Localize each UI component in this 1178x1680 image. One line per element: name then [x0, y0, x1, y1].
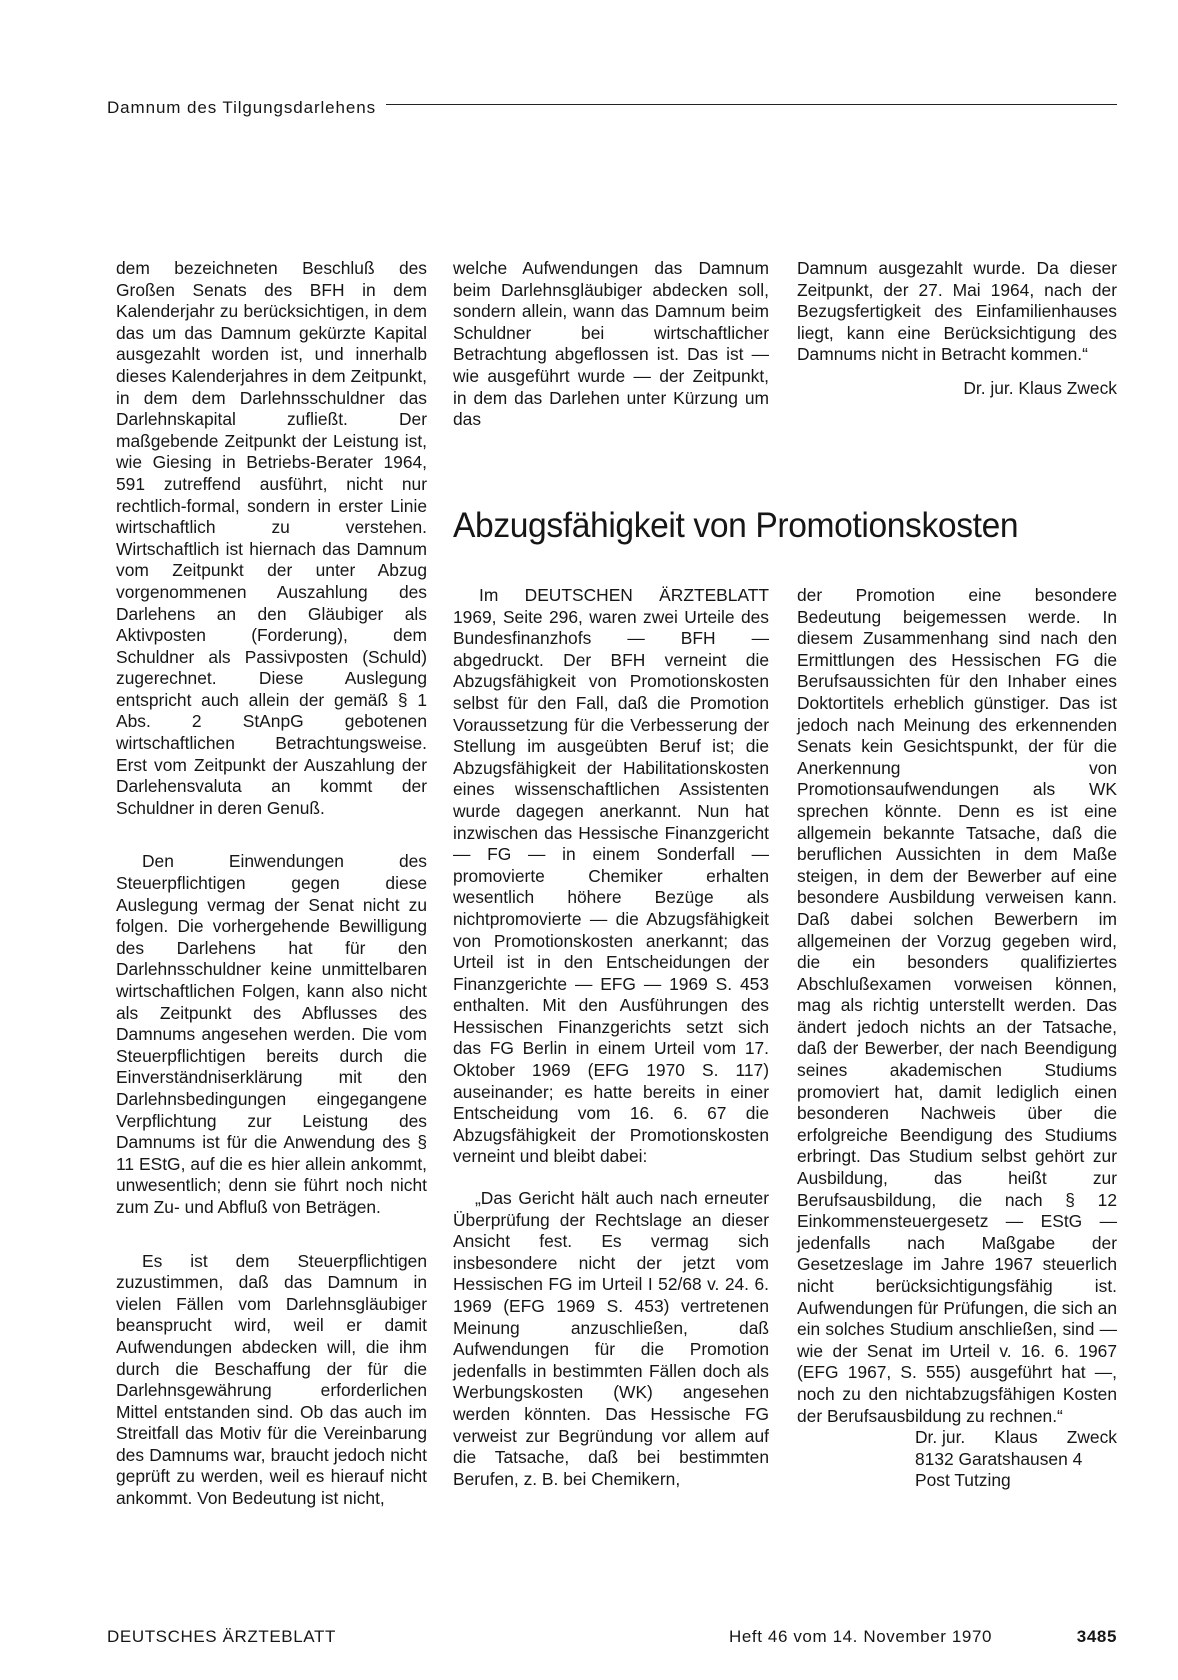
article1-paragraph-3: Es ist dem Steuerpflichtigen zuzustimmen, daß das Damnum in vielen Fällen vom Darlehnsgläubiger beansprucht wird, weil er damit Aufwendungen abdecken will, die ihm durch die Beschaffung der für die Darlehnsgewährung erforderlichen Mittel entstanden sind. Ob das auch im Streitfall das Motiv für die Vereinbarung des Damnums war, braucht jedoch nicht geprüft zu werden, weil es hierauf nicht ankommt. Von Bedeutung ist nicht, — [116, 1250, 427, 1509]
signature-address-line-1: 8132 Garatshausen 4 — [915, 1448, 1083, 1469]
article2-signature-name — [915, 1427, 1117, 1449]
footer-issue-info: Heft 46 vom 14. November 1970 — [729, 1627, 993, 1646]
signature-first-name: Klaus — [994, 1427, 1038, 1448]
article1-paragraph-5: Damnum ausgezahlt wurde. Da dieser Zeitpunkt, der 27. Mai 1964, nach der Bezugsfertigkeit des Einfamilienhauses liegt, kann eine Berücksichtigung des Damnums nicht in Betracht kommen.“ — [797, 258, 1117, 365]
running-head — [107, 98, 1117, 118]
article1-signature: Dr. jur. Klaus Zweck — [963, 377, 1117, 398]
article1-column-3 — [797, 258, 1117, 400]
article1-paragraph-4: welche Aufwendungen das Damnum beim Darlehnsgläubiger abdecken soll, sondern allein, wann das Damnum beim Schuldner bei wirtschaftlicher Betrachtung abgeflossen ist. Das ist — wie ausgeführt wurde — der Zeitpunkt, in dem das Darlehen unter Kürzung um das — [453, 258, 769, 430]
footer-journal-name: DEUTSCHES ÄRZTEBLATT — [107, 1627, 336, 1646]
article2-paragraph-2: der Promotion eine besondere Bedeutung beigemessen werde. In diesem Zusammenhang sind nach den Ermittlungen des Hessischen FG die Berufsaussichten für den Inhaber eines Doktortitels erheblich günstiger. Das ist jedoch nach Meinung des erkennenden Senats kein Gesichtspunkt, der für die Anerkennung von Promotionsaufwendungen als WK sprechen könnte. Denn es ist eine allgemein bekannte Tatsache, daß die beruflichen Aussichten in dem Maße steigen, in dem der Bewerber auf eine besondere Ausbildung verweisen kann. Daß dabei solchen Bewerbern im allgemeinen der Vorzug gegeben wird, die ein besonders qualifiziertes Abschlußexamen vorweisen können, mag als richtig unterstellt werden. Das ändert jedoch nichts an der Tatsache, daß der Bewerber, der nach Beendigung seines akademischen Studiums promoviert hat, damit lediglich einen besonderen Nachweis über die erfolgreiche Beendigung des Studiums erbringt. Das Studium selbst gehört zur Ausbildung, das heißt zur Berufsausbildung, die nach § 12 Einkommensteuergesetz — EStG — jedenfalls nach Maßgabe der Gesetzeslage im Jahre 1967 steuerlich nicht berücksichtigungsfähig ist. Aufwendungen für Prüfungen, die sich an ein solches Studium anschließen, sind — wie der Senat im Urteil v. 16. 6. 1967 (EFG 1967, S. 555) ausgeführt hat —, noch zu den nichtabzugsfähigen Kosten der Berufsausbildung zu rechnen.“ — [797, 585, 1117, 1426]
signature-address-line-2: Post Tutzing — [915, 1470, 1011, 1491]
article1-paragraph-1: dem bezeichneten Beschluß des Großen Senats des BFH in dem Kalenderjahr zu berücksichtigen, in dem das um das Damnum gekürzte Kapital ausgezahlt worden ist, und innerhalb dieses Kalenderjahres in dem Zeitpunkt, in dem dem Darlehnsschuldner das Darlehnskapital zufließt. Der maßgebende Zeitpunkt der Leistung ist, wie Giesing in Betriebs-Berater 1964, 591 zutreffend ausführt, nicht nur rechtlich-formal, sondern in erster Linie wirtschaftlich zu verstehen. Wirtschaftlich ist hiernach das Damnum vom Zeitpunkt der unter Abzug vorgenommenen Auszahlung des Darlehens an den Gläubiger als Aktivposten (Forderung), dem Schuldner als Passivposten (Schuld) zugerechnet. Diese Auslegung entspricht auch allein der gemäß § 1 Abs. 2 StAnpG gebotenen wirtschaftlichen Betrachtungsweise. Erst vom Zeitpunkt der Auszahlung der Darlehensvaluta an kommt der Schuldner in deren Genuß. — [116, 258, 427, 818]
article2-column-1 — [453, 585, 769, 1490]
article1-paragraph-2: Den Einwendungen des Steuerpflichtigen gegen diese Auslegung vermag der Senat nicht zu folgen. Die vorhergehende Bewilligung des Darlehens hat für den Darlehnsschuldner keine unmittelbaren wirtschaftlichen Folgen, kann also nicht als Zeitpunkt des Abflusses des Damnums angesehen werden. Die vom Steuerpflichtigen bereits durch die Einverständniserklärung mit den Darlehnsbedingungen eingegangene Verpflichtung zur Leistung des Damnums ist für die Anwendung des § 11 EStG, auf die es hier allein ankommt, unwesentlich; denn sie führt noch nicht zum Zu- und Abfluß von Beträgen. — [116, 851, 427, 1217]
article1-column-2 — [453, 258, 769, 431]
article1-column-1 — [116, 258, 427, 1510]
article2-column-2 — [797, 585, 1117, 1492]
page-footer — [107, 1627, 1117, 1651]
article2-paragraph-1: Im DEUTSCHEN ÄRZTEBLATT 1969, Seite 296, waren zwei Urteile des Bundesfinanzhofs — BFH — abgedruckt. Der BFH verneint die Abzugsfähigkeit von Promotionskosten selbst für den Fall, daß die Promotion Voraussetzung für die Verbesserung der Stellung im ausgeübten Beruf ist; die Abzugsfähigkeit der Habilitationskosten eines wissenschaftlichen Assistenten wurde dagegen anerkannt. Nun hat inzwischen das Hessische Finanzgericht — FG — in einem Sonderfall — promovierte Chemiker erhalten wesentlich höhere Bezüge als nichtpromovierte — die Abzugsfähigkeit von Promotionskosten anerkannt; das Urteil ist in den Entscheidungen der Finanzgerichte — EFG — 1969 S. 453 enthalten. Mit den Ausführungen des Hessischen Finanzgerichts setzt sich das FG Berlin in einem Urteil vom 17. Oktober 1969 (EFG 1970 S. 117) auseinander; es hatte bereits in einer Entscheidung vom 16. 6. 67 die Abzugsfähigkeit der Promotionskosten verneint und bleibt dabei: — [453, 585, 769, 1167]
footer-page-number: 3485 — [1076, 1627, 1117, 1646]
running-head-rule — [386, 104, 1117, 105]
article2-signature-block — [915, 1427, 1117, 1492]
article2-headline: Abzugsfähigkeit von Promotionskosten — [453, 506, 1019, 545]
article2-quote: „Das Gericht hält auch nach erneuter Überprüfung der Rechtslage an dieser Ansicht fest. Es vermag sich insbesondere nicht der jetzt vom Hessischen FG im Urteil I 52/68 v. 24. 6. 1969 (EFG 1969 S. 453) vertretenen Meinung anzuschließen, daß Aufwendungen für die Promotion jedenfalls in bestimmten Fällen doch als Werbungskosten (WK) angesehen werden könnten. Das Hessische FG verweist zur Begründung vor allem auf die Tatsache, daß bei bestimmten Berufen, z. B. bei Chemikern, — [453, 1188, 769, 1489]
signature-title: Dr. jur. — [915, 1427, 966, 1448]
signature-last-name: Zweck — [1066, 1427, 1117, 1448]
running-head-title: Damnum des Tilgungsdarlehens — [107, 98, 377, 117]
